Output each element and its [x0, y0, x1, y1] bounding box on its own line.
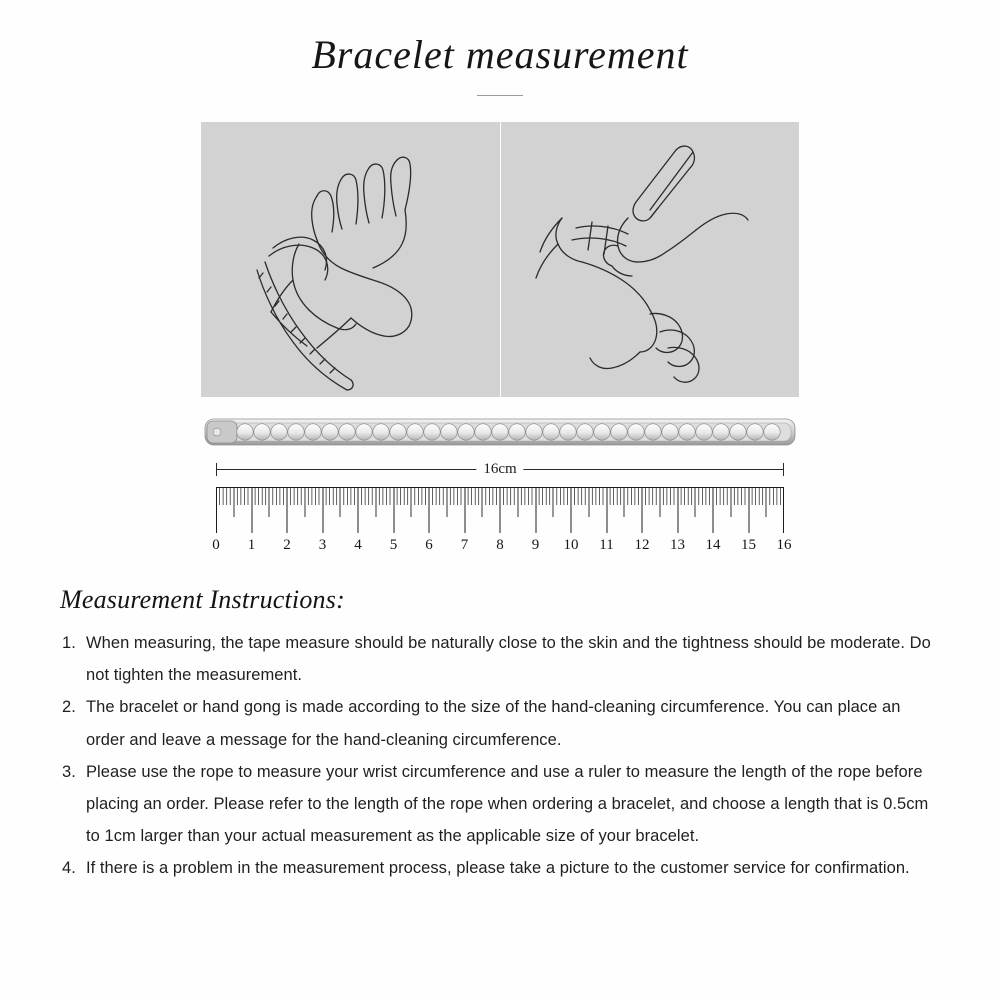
- ruler-label: 5: [389, 537, 398, 553]
- ruler-label: 6: [425, 537, 433, 553]
- span-cap-right: [783, 463, 784, 476]
- instructions-section: [60, 585, 940, 884]
- measurement-span: [216, 459, 784, 479]
- hand-with-pen-and-rope-illustration: [500, 122, 799, 397]
- list-item: When measuring, the tape measure should be naturally close to the skin and the tightness should be moderate. Do not tighten the measurement.: [86, 634, 931, 685]
- span-cap-left: [216, 463, 217, 476]
- ruler-label: 13: [670, 537, 685, 553]
- list-item: The bracelet or hand gong is made according to the size of the hand-cleaning circumference. You can place an order and leave a message for the hand-cleaning circumference.: [86, 698, 901, 749]
- ruler-label: 12: [634, 537, 650, 553]
- illustration-panel: [201, 122, 799, 397]
- ruler-label: 10: [563, 537, 579, 553]
- ruler: [212, 487, 792, 559]
- ruler-label: 15: [741, 537, 756, 553]
- title-divider: [477, 95, 523, 96]
- instructions-list: [60, 627, 940, 884]
- ruler-label: 8: [496, 537, 504, 553]
- list-item: Please use the rope to measure your wrist circumference and use a ruler to measure the length of the rope before placing an order. Please refer to the length of the rope when ordering a bracelet, and choose a length that is 0.5cm to 1cm larger than your actual measurement as the applicable size of your bracelet.: [86, 762, 929, 846]
- ruler-label: 7: [460, 537, 469, 553]
- bracelet-illustration: [201, 413, 799, 457]
- ruler-labels: [212, 537, 792, 559]
- instructions-heading: Measurement Instructions:: [60, 585, 345, 614]
- list-item: If there is a problem in the measurement process, please take a picture to the customer service for confirmation.: [86, 859, 910, 878]
- ruler-label: 9: [531, 537, 540, 553]
- ruler-label: 1: [247, 537, 256, 553]
- hand-with-tape-measure-illustration: [201, 122, 500, 397]
- ruler-label: 0: [212, 537, 220, 553]
- page-title: Bracelet measurement: [311, 32, 689, 77]
- ruler-ticks: [216, 487, 784, 535]
- ruler-label: 3: [318, 537, 327, 553]
- ruler-label: 4: [354, 537, 362, 553]
- ruler-label: 11: [599, 537, 614, 553]
- span-label: 16cm: [476, 459, 523, 479]
- ruler-label: 14: [705, 537, 721, 553]
- ruler-label: 16: [776, 537, 792, 553]
- ruler-label: 2: [283, 537, 291, 553]
